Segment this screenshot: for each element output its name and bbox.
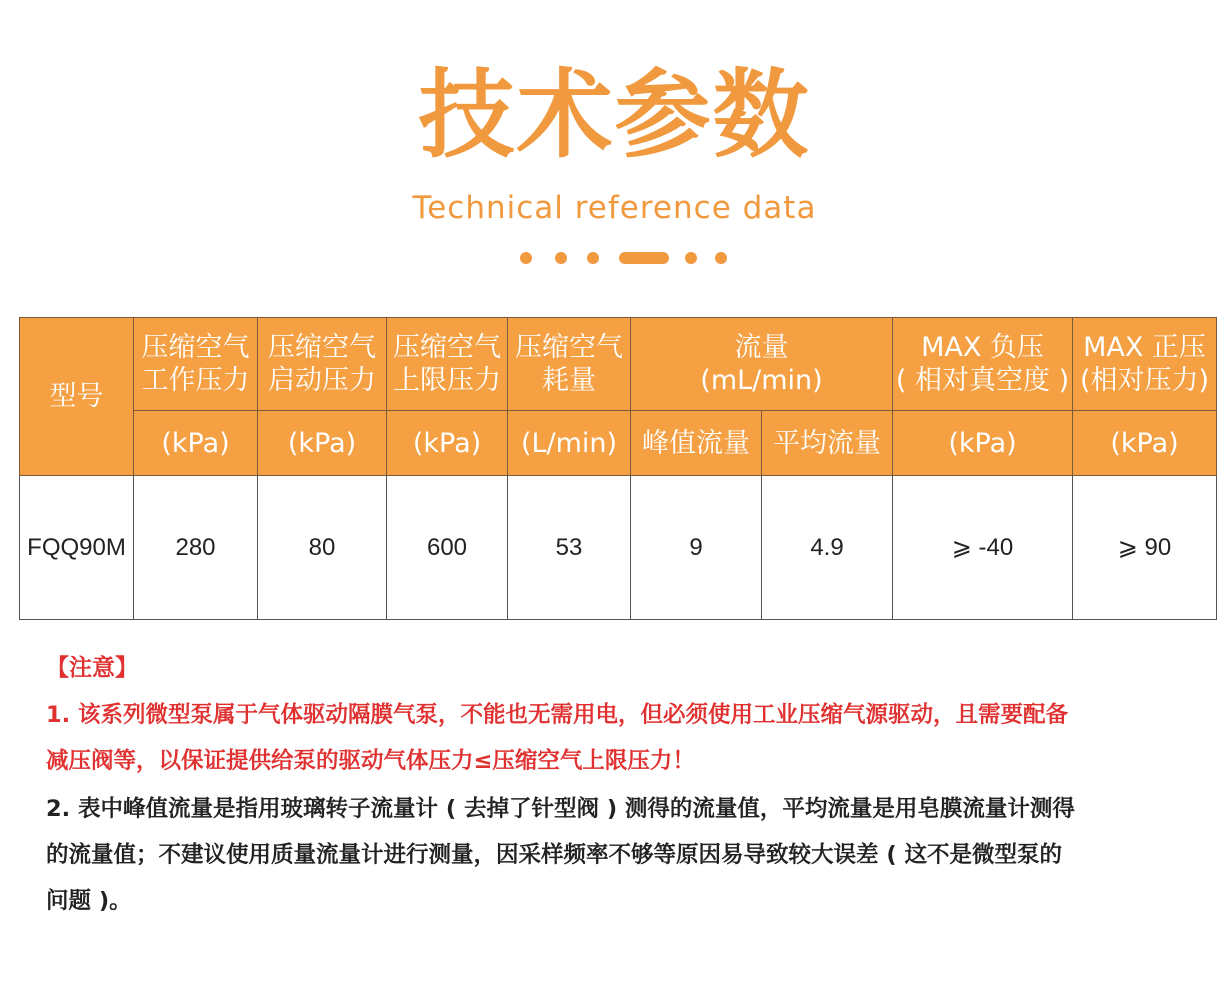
note-2-line-3: 问题 )。 [46, 888, 132, 914]
header-flow-l1: 流量 [734, 332, 789, 363]
dot-4 [685, 252, 697, 264]
notes-heading: 【注意】 [46, 655, 138, 681]
dot-5 [715, 252, 727, 264]
cell-peak-flow: 9 [631, 476, 762, 620]
note-2-line-1: 2. 表中峰值流量是指用玻璃转子流量计 ( 去掉了针型阀 ) 测得的流量值，平均流量是用皂膜流量计测得 [46, 796, 1075, 822]
page-subtitle: Technical reference data [412, 190, 817, 226]
header-flow-l2: (mL/min) [700, 365, 823, 396]
header-max-negative [893, 318, 1073, 411]
cell-model: FQQ90M [20, 476, 134, 620]
header-pos-l2: (相对压力) [1079, 365, 1210, 396]
header-peak-flow: 峰值流量 [631, 411, 762, 476]
header-consumption-l2: 耗量 [542, 365, 596, 396]
note-1-line-1: 1. 该系列微型泵属于气体驱动隔膜气泵，不能也无需用电，但必须使用工业压缩气源驱动，且需要配备 [46, 702, 1069, 728]
note-2-line-2: 的流量值；不建议使用质量流量计进行测量，因采样频率不够等原因易导致较大误差 ( 这不是微型泵的 [46, 842, 1062, 868]
header-air-consumption [508, 318, 631, 411]
header-start-pressure [258, 318, 387, 411]
unit-negative: (kPa) [893, 411, 1073, 476]
cell-work-pressure: 280 [134, 476, 258, 620]
header-start-l2: 启动压力 [268, 365, 376, 396]
table-row [20, 476, 1217, 620]
header-upper-pressure [387, 318, 508, 411]
decorative-dots [0, 250, 1229, 266]
header-start-l1: 压缩空气 [268, 332, 376, 363]
header-neg-l2: ( 相对真空度 ) [895, 365, 1070, 396]
unit-consumption: (L/min) [508, 411, 631, 476]
spec-table [19, 317, 1217, 620]
header-consumption-l1: 压缩空气 [515, 332, 623, 363]
header-neg-l1: MAX 负压 [921, 332, 1044, 363]
header-pos-l1: MAX 正压 [1083, 332, 1206, 363]
header-upper-l2: 上限压力 [393, 365, 501, 396]
header-max-positive [1073, 318, 1217, 411]
page-title: 技术参数 [418, 59, 811, 171]
header-work-l2: 工作压力 [141, 365, 250, 396]
cell-air-consumption: 53 [508, 476, 631, 620]
cell-max-positive: ⩾ 90 [1073, 476, 1217, 620]
header-model-label: 型号 [49, 381, 104, 412]
header-work-l1: 压缩空气 [141, 332, 250, 363]
header-flow [631, 318, 893, 411]
cell-max-negative: ⩾ -40 [893, 476, 1073, 620]
note-1 [46, 692, 1191, 784]
unit-upper: (kPa) [387, 411, 508, 476]
header-avg-flow: 平均流量 [762, 411, 893, 476]
unit-start: (kPa) [258, 411, 387, 476]
dot-1 [520, 252, 532, 264]
dot-2 [555, 252, 567, 264]
cell-upper-pressure: 600 [387, 476, 508, 620]
header-upper-l1: 压缩空气 [393, 332, 501, 363]
header-work-pressure [134, 318, 258, 411]
note-2 [46, 786, 1191, 924]
header-model [20, 318, 134, 476]
unit-work: (kPa) [134, 411, 258, 476]
dash-center [619, 252, 669, 264]
dot-3 [587, 252, 599, 264]
cell-start-pressure: 80 [258, 476, 387, 620]
note-1-line-2: 减压阀等，以保证提供给泵的驱动气体压力≤压缩空气上限压力！ [46, 748, 695, 774]
cell-avg-flow: 4.9 [762, 476, 893, 620]
unit-positive: (kPa) [1073, 411, 1217, 476]
